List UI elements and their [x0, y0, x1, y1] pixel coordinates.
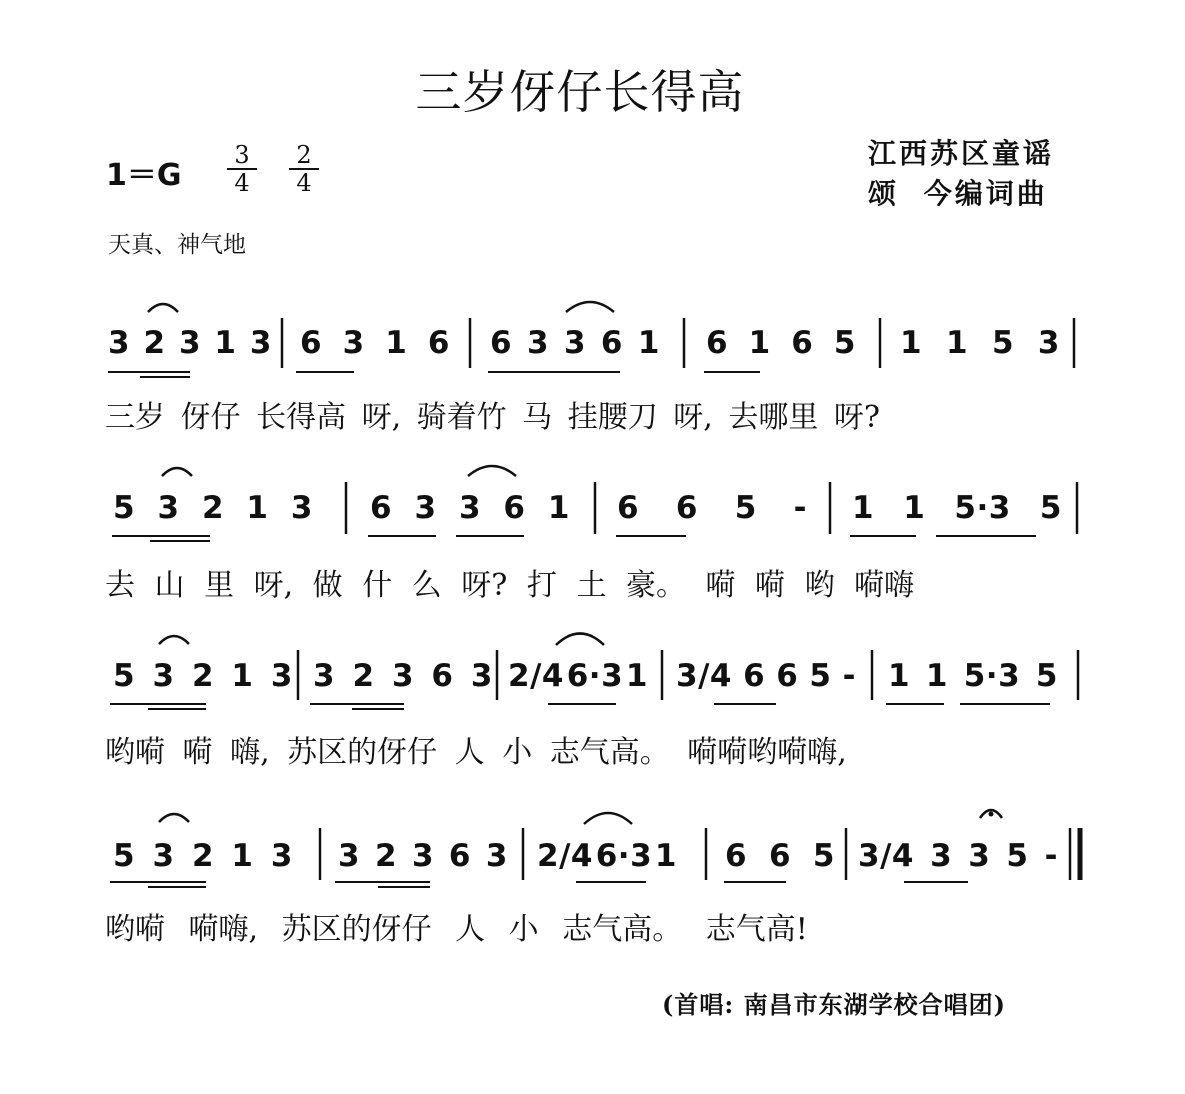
note: 5·3 — [954, 490, 1011, 526]
note: 3 — [968, 838, 991, 874]
note: 2 — [352, 658, 375, 694]
slur — [148, 304, 178, 312]
note: 5 — [113, 838, 136, 874]
note: 3 — [411, 838, 435, 874]
note: 6 — [743, 658, 766, 694]
note: 2 — [374, 838, 398, 874]
note: 1 — [945, 325, 969, 361]
note: 5 — [991, 325, 1015, 361]
note: 3/4 — [858, 838, 914, 874]
note: 3 — [157, 490, 180, 526]
note: 6·3 — [566, 658, 624, 694]
note: 1 — [637, 325, 660, 361]
note: 6 — [768, 838, 792, 874]
fermata-dot — [989, 812, 994, 817]
note: 5 — [1035, 658, 1058, 694]
key-signature: 1＝G — [106, 158, 182, 193]
note: 2 — [201, 490, 225, 526]
note: 1 — [903, 490, 926, 526]
note: 6 — [431, 658, 454, 694]
song-title: 三岁伢仔长得高 — [415, 65, 745, 119]
note: 6 — [490, 325, 513, 361]
time-signature-denominator: 4 — [296, 169, 312, 197]
note: 5·3 — [963, 658, 1021, 694]
note: 5 — [833, 325, 856, 361]
note: 5 — [809, 658, 832, 694]
note: 1 — [547, 490, 570, 526]
note: 3 — [1037, 325, 1060, 361]
note: 3 — [152, 838, 175, 874]
note: 5 — [812, 838, 835, 874]
note: 2 — [143, 325, 166, 361]
note: 1 — [231, 658, 254, 694]
note: 1 — [654, 838, 677, 874]
note: 3 — [563, 325, 587, 361]
note: 1 — [888, 658, 911, 694]
lyrics-line: 哟嗬 嗬 嗨, 苏区的伢仔 人 小 志气高。 嗬嗬哟嗬嗨, — [105, 735, 847, 770]
note: 6 — [448, 838, 471, 874]
note: 6 — [370, 490, 393, 526]
note: 3 — [458, 490, 482, 526]
note: 3 — [290, 490, 313, 526]
note: 6 — [725, 838, 748, 874]
note: 2 — [191, 658, 215, 694]
note: 1 — [748, 325, 771, 361]
note: 2/4 — [508, 658, 564, 694]
slur — [159, 814, 189, 822]
note: 2 — [191, 838, 215, 874]
note: - — [1044, 838, 1058, 874]
note: 1 — [852, 490, 875, 526]
note: 6 — [600, 325, 623, 361]
slur — [162, 468, 192, 476]
note: 1 — [214, 325, 237, 361]
slur — [468, 466, 516, 476]
note: 3 — [108, 325, 131, 361]
note: 6 — [300, 325, 323, 361]
note: 5 — [113, 658, 136, 694]
note: 1 — [625, 658, 648, 694]
note: 3 — [342, 325, 365, 361]
note: 5 — [1006, 838, 1029, 874]
note: 3 — [485, 838, 508, 874]
lyrics-line: 哟嗬 嗬嗨, 苏区的伢仔 人 小 志气高。 志气高! — [105, 912, 808, 947]
note: 3 — [152, 658, 175, 694]
note: 6 — [776, 658, 799, 694]
note: 3 — [414, 490, 437, 526]
note: 1 — [246, 490, 269, 526]
note: 3 — [338, 838, 361, 874]
tempo-marking: 天真、神气地 — [108, 232, 246, 258]
note: 6 — [503, 490, 526, 526]
premiere-credit: (首唱: 南昌市东湖学校合唱团) — [662, 990, 1006, 1019]
note: 1 — [385, 325, 408, 361]
note: 3 — [470, 658, 493, 694]
time-signature-numerator: 3 — [234, 141, 250, 169]
time-signature-denominator: 4 — [234, 169, 250, 197]
note: 3 — [178, 325, 202, 361]
note: 1 — [231, 838, 254, 874]
credit-composer: 颂 今编词曲 — [868, 177, 1048, 210]
note: 3 — [270, 838, 293, 874]
note: 3 — [270, 658, 293, 694]
note: - — [793, 490, 807, 526]
note: 6 — [675, 490, 698, 526]
note: 5 — [113, 490, 136, 526]
note: 6 — [706, 325, 729, 361]
note: 3/4 — [676, 658, 732, 694]
slur — [556, 634, 604, 646]
note: 3 — [930, 838, 953, 874]
credit-origin: 江西苏区童谣 — [868, 137, 1055, 170]
note: 5 — [734, 490, 757, 526]
note: 1 — [900, 325, 923, 361]
note: 1 — [925, 658, 948, 694]
note: - — [842, 658, 856, 694]
note: 6 — [791, 325, 814, 361]
note: 6 — [617, 490, 640, 526]
time-signature-numerator: 2 — [296, 141, 312, 169]
note: 3 — [391, 658, 415, 694]
note: 6 — [427, 325, 450, 361]
lyrics-line: 三岁 伢仔 长得高 呀, 骑着竹 马 挂腰刀 呀, 去哪里 呀? — [105, 400, 880, 435]
slur — [584, 813, 632, 824]
note: 6·3 — [595, 838, 653, 874]
note: 5 — [1039, 490, 1062, 526]
note: 3 — [249, 325, 272, 361]
lyrics-line: 去 山 里 呀, 做 什 么 呀? 打 土 豪。 嗬 嗬 哟 嗬嗨 — [105, 568, 915, 603]
slur — [566, 302, 614, 312]
note: 2/4 — [537, 838, 593, 874]
note: 3 — [313, 658, 336, 694]
slur — [159, 636, 189, 644]
note: 3 — [526, 325, 550, 361]
